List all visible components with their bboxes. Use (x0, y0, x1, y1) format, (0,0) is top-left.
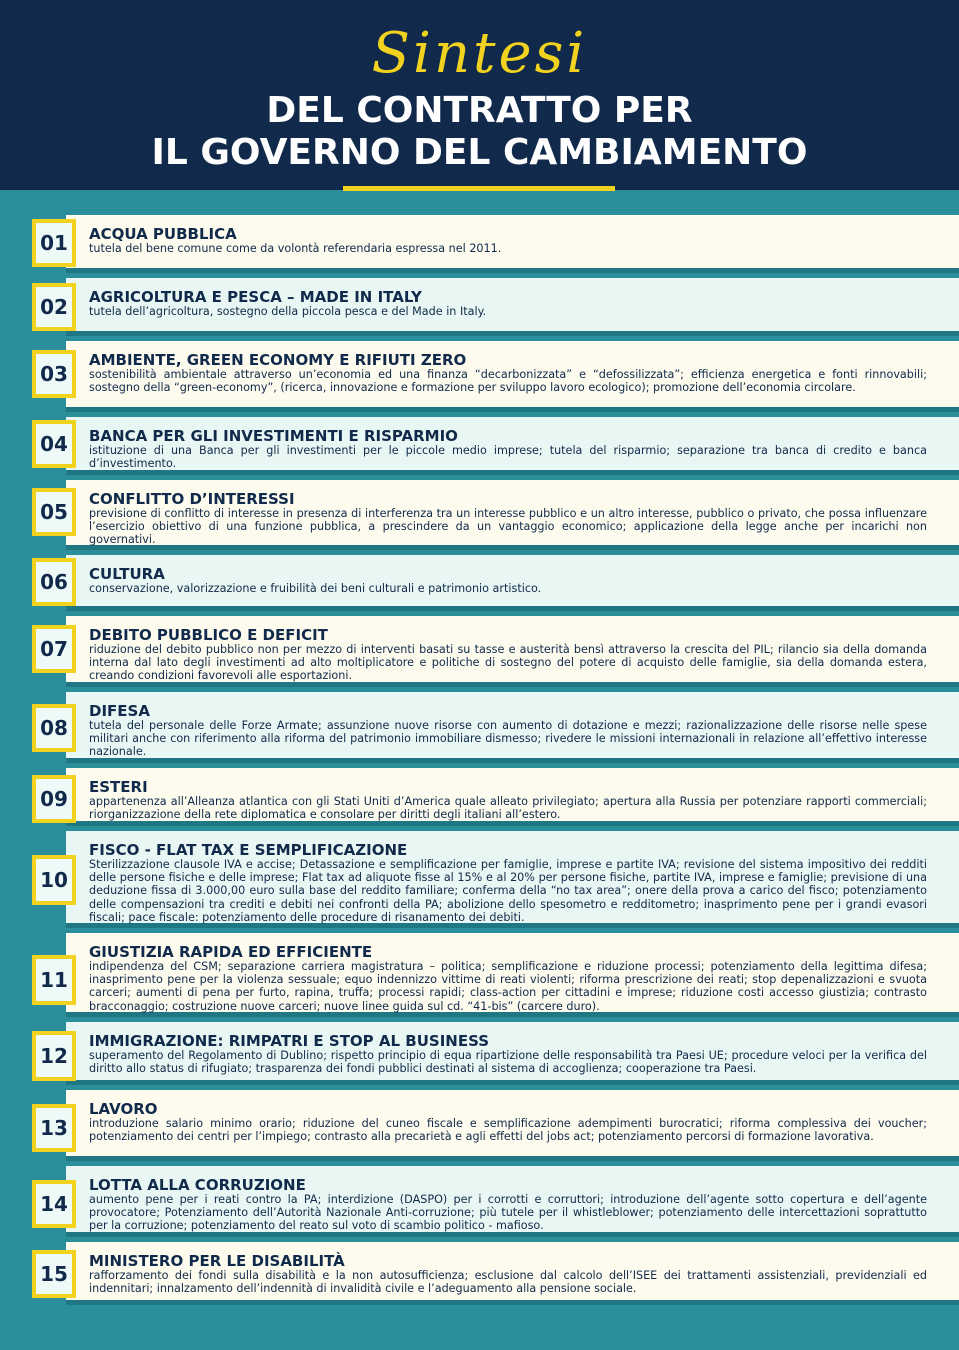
item-title: BANCA PER GLI INVESTIMENTI E RISPARMIO (89, 427, 458, 445)
item-description: riduzione del debito pubblico non per mezzo di interventi basati su tasse e austerità bensì attraverso la crescita del PIL; rilancio sia della domanda interna dal lato degli investimenti ad alto moltiplicatore e politiche di sostegno del potere di acquisto delle famiglie, sia della domanda estera, creando condizioni favorevoli alle esportazioni. (89, 643, 927, 683)
item-description: superamento del Regolamento di Dublino; rispetto principio di equa ripartizione delle responsabilità tra Paesi UE; procedure veloci per la verifica del diritto allo status di rifugiato; trasparenza dei fondi pubblici destinati al sistema di accoglienza; cooperazione tra Paesi. (89, 1049, 927, 1076)
list-item (66, 215, 959, 273)
list-item (66, 1166, 959, 1237)
item-number-badge: 12 (32, 1031, 76, 1081)
item-description: indipendenza del CSM; separazione carriera magistratura – politica; semplificazione e riduzione processi; potenziamento della legittima difesa; inasprimento pene per la violenza sessuale; equo indennizzo vittime di reati violenti; riforma prescrizione dei reati; stop depenalizzazioni e svuota carceri; aumenti di pena per furto, rapina, truffa; processi rapidi; class-action per cittadini e imprese; riduzione costi accesso giustizia; contrasto bracconaggio; costruzione nuove carceri; nuove linee guida sul cd. “41-bis” (carcere duro). (89, 960, 927, 1013)
item-description: aumento pene per i reati contro la PA; interdizione (DASPO) per i corrotti e corruttori; introduzione dell’agente sotto copertura e dell’agente provocatore; Potenziamento dell’Autorità Nazionale Anti-corruzione; più tutele per il whistleblower; potenziamento delle intercettazioni soprattutto per la corruzione; potenziamento del reato sul voto di scambio politico - mafioso. (89, 1193, 927, 1233)
item-title: DEBITO PUBBLICO E DEFICIT (89, 626, 328, 644)
item-number-badge: 15 (32, 1250, 76, 1298)
item-number-badge: 14 (32, 1180, 76, 1228)
list-item (66, 692, 959, 763)
item-number-badge: 04 (32, 420, 76, 468)
item-number-badge: 05 (32, 488, 76, 536)
item-description: Sterilizzazione clausole IVA e accise; Detassazione e semplificazione per famiglie, imprese e partite IVA; revisione del sistema impositivo dei redditi delle persone fisiche e delle imprese; Flat tax ad aliquote fisse al 15% e al 20% per persone fisiche, partite IVA, imprese e famiglie; previsione di una deduzione fissa di 3.000,00 euro sulla base del reddito familiare; conferma della “no tax area”; onere della prova a carico del fisco; potenziamento delle compensazioni tra crediti e debiti nei confronti della PA; abolizione dello spesometro e redditometro; inasprimento pene per i grandi evasori fiscali; pace fiscale: potenziamento delle procedure di risanamento dei debiti. (89, 858, 927, 924)
item-description: tutela dell’agricoltura, sostegno della piccola pesca e del Made in Italy. (89, 305, 487, 318)
script-title: Sintesi (371, 21, 588, 86)
item-title: AMBIENTE, GREEN ECONOMY E RIFIUTI ZERO (89, 351, 467, 369)
item-title: CULTURA (89, 565, 165, 583)
item-description: sostenibilità ambientale attraverso un’economia ed una finanza “decarbonizzata” e “defossilizzata”; efficienza energetica e fonti rinnovabili; sostegno della “green-economy”, (ricerca, innovazione e formazione per sviluppo lavoro ecologico); promozione dell’economia circolare. (89, 368, 927, 395)
list-item (66, 555, 959, 611)
item-title: FISCO - FLAT TAX E SEMPLIFICAZIONE (89, 841, 408, 859)
item-title: CONFLITTO D’INTERESSI (89, 490, 295, 508)
list-item (66, 768, 959, 826)
item-number-badge: 13 (32, 1104, 76, 1152)
list-item (66, 480, 959, 550)
item-number-badge: 01 (32, 219, 76, 267)
item-number-badge: 06 (32, 558, 76, 606)
item-number-badge: 02 (32, 283, 76, 331)
item-title: IMMIGRAZIONE: RIMPATRI E STOP AL BUSINESS (89, 1032, 490, 1050)
list-item (66, 278, 959, 336)
page-title-line2: IL GOVERNO DEL CAMBIAMENTO (151, 132, 808, 173)
list-item (66, 417, 959, 475)
item-description: introduzione salario minimo orario; riduzione del cuneo fiscale e semplificazione adempimenti burocratici; riforma complessiva dei voucher; potenziamento dei centri per l’impiego; contrasto alla precarietà e agli effetti del jobs act; potenziamento percorsi di formazione lavorativa. (89, 1117, 927, 1144)
list-item (66, 1242, 959, 1305)
item-description: istituzione di una Banca per gli investimenti per le piccole medio imprese; tutela del risparmio; separazione tra banca di credito e banca d’investimento. (89, 444, 927, 471)
list-item (66, 831, 959, 928)
item-title: LAVORO (89, 1100, 158, 1118)
list-item (66, 1022, 959, 1085)
list-item (66, 616, 959, 687)
item-number-badge: 03 (32, 350, 76, 398)
list-item (66, 933, 959, 1017)
item-title: ESTERI (89, 778, 148, 796)
list-item (66, 1090, 959, 1161)
item-description: tutela del personale delle Forze Armate; assunzione nuove risorse con aumento di dotazione e mezzi; razionalizzazione delle risorse nelle spese militari anche con riferimento alla riforma del patrimonio immobiliare dismesso; rivedere le missioni internazionali in relazione all’effettivo interesse nazionale. (89, 719, 927, 759)
item-number-badge: 11 (32, 955, 76, 1005)
item-description: previsione di conflitto di interesse in presenza di interferenza tra un interesse pubblico e un altro interesse, pubblico o privato, che possa influenzare l’esercizio obiettivo di una funzione pubblica, a prescindere da un vantaggio economico; applicazione della legge anche per incarichi non governativi. (89, 507, 927, 547)
item-number-badge: 10 (32, 855, 76, 905)
item-description: rafforzamento dei fondi sulla disabilità e la non autosufficienza; esclusione dal calcolo dell’ISEE dei trattamenti assistenziali, previdenziali ed indennitari; innalzamento dell’indennità di invalidità civile e l’adeguamento alla pensione sociale. (89, 1269, 927, 1296)
page-title-line1: DEL CONTRATTO PER (266, 90, 693, 131)
item-title: GIUSTIZIA RAPIDA ED EFFICIENTE (89, 943, 373, 961)
item-description: conservazione, valorizzazione e fruibilità dei beni culturali e patrimonio artistico. (89, 582, 542, 595)
item-title: ACQUA PUBBLICA (89, 225, 237, 243)
item-number-badge: 07 (32, 625, 76, 673)
item-description: tutela del bene comune come da volontà referendaria espressa nel 2011. (89, 242, 502, 255)
list-item (66, 341, 959, 412)
item-title: AGRICOLTURA E PESCA – MADE IN ITALY (89, 288, 422, 306)
item-title: MINISTERO PER LE DISABILITÀ (89, 1252, 345, 1270)
item-title: DIFESA (89, 702, 150, 720)
item-description: appartenenza all’Alleanza atlantica con gli Stati Uniti d’America quale alleato privilegiato; apertura alla Russia per potenziare rapporti commerciali; riorganizzazione della rete diplomatica e consolare per diritti degli italiani all’estero. (89, 795, 927, 822)
item-number-badge: 09 (32, 775, 76, 823)
item-number-badge: 08 (32, 704, 76, 752)
item-title: LOTTA ALLA CORRUZIONE (89, 1176, 306, 1194)
